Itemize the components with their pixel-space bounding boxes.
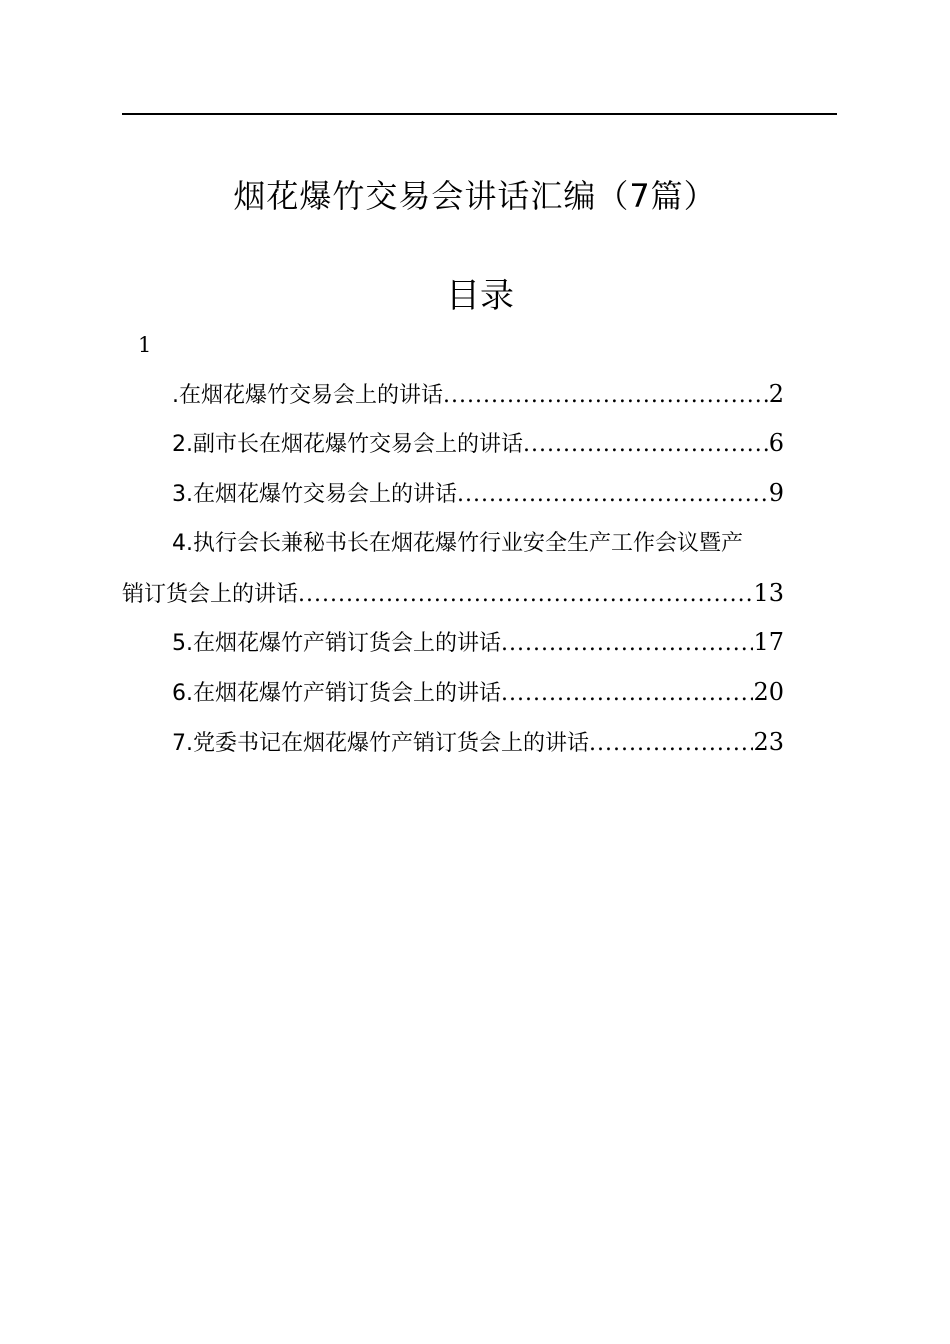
toc-leader-dots [298,577,753,613]
stray-number: 1 [138,333,152,357]
toc-entry-page: 13 [753,579,784,607]
toc-leader-dots [501,676,753,712]
toc-entry-label: 5.在烟花爆竹产销订货会上的讲话 [172,631,501,656]
toc-leader-dots [523,427,769,463]
toc-entry-label: 2.副市长在烟花爆竹交易会上的讲话 [172,432,523,457]
toc-entry-label: .在烟花爆竹交易会上的讲话 [172,383,443,408]
toc-entry-page: 2 [768,380,784,408]
toc-entry-label: 销订货会上的讲话 [122,582,299,607]
toc-entry-page: 20 [753,678,784,706]
toc-entry-page: 6 [768,429,784,457]
toc-entry-1[interactable] [172,376,784,412]
toc-leader-dots [501,626,753,662]
header-rule [122,113,837,115]
toc-entry-page: 17 [753,628,784,656]
toc-entry-2[interactable] [172,425,784,461]
toc-entry-4[interactable] [122,575,784,611]
toc-entry-label: 6.在烟花爆竹产销订货会上的讲话 [172,681,501,706]
toc-entry-label: 3.在烟花爆竹交易会上的讲话 [172,482,457,507]
toc-entry-4-line1[interactable]: 4.执行会长兼秘书长在烟花爆竹行业安全生产工作会议暨产 [172,531,743,556]
toc-leader-dots [457,477,769,513]
toc-entry-page: 23 [753,728,784,756]
toc-entry-7[interactable] [172,724,784,760]
toc-entry-3[interactable] [172,475,784,511]
toc-heading: 目录 [446,276,514,316]
toc-entry-page: 9 [768,479,784,507]
toc-entry-6[interactable] [172,674,784,710]
toc-leader-dots [443,378,769,414]
toc-leader-dots [589,726,753,762]
toc-entry-label: 7.党委书记在烟花爆竹产销订货会上的讲话 [172,731,589,756]
toc-entry-5[interactable] [172,624,784,660]
document-title: 烟花爆竹交易会讲话汇编（7篇） [233,177,717,215]
